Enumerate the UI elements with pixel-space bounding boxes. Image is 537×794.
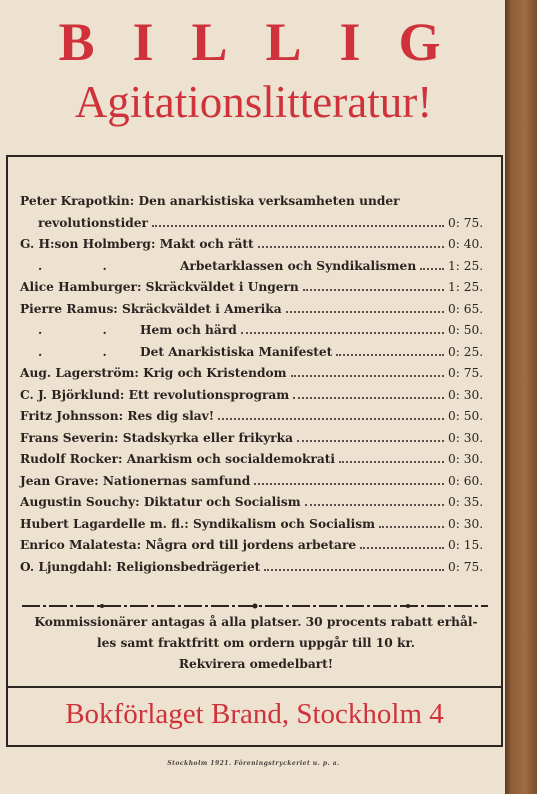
book-title: Jean Grave: Nationernas samfund bbox=[20, 473, 251, 488]
title-agitationslitteratur: Agitationslitteratur! bbox=[74, 77, 433, 127]
title-billig: BILLIG bbox=[58, 12, 479, 72]
book-title: Peter Krapotkin: Den anarkistiska verksamheten under bbox=[20, 194, 400, 208]
notice-line: les samt fraktfritt om ordern uppgår till 10 kr. bbox=[96, 636, 415, 650]
leader-dots bbox=[286, 302, 444, 313]
book-price: 0: 30. bbox=[448, 452, 484, 466]
leader-dots bbox=[420, 259, 444, 270]
notice-block bbox=[20, 612, 492, 675]
book-price: 1: 25. bbox=[448, 258, 484, 273]
list-item bbox=[20, 237, 490, 259]
book-price: 0: 40. bbox=[448, 237, 484, 251]
book-title: Frans Severin: Stadskyrka eller frikyrka bbox=[20, 430, 294, 445]
book-title: Enrico Malatesta: Några ord till jordens arbetare bbox=[20, 538, 357, 552]
book-title: Hem och härd bbox=[140, 323, 237, 337]
leader-dots bbox=[293, 388, 444, 399]
list-item bbox=[20, 366, 490, 388]
list-item bbox=[20, 280, 490, 302]
list-item bbox=[20, 216, 490, 238]
book-title: Det Anarkistiska Manifestet bbox=[140, 344, 333, 359]
book-list bbox=[20, 194, 490, 581]
book-title: revolutionstider bbox=[38, 215, 148, 230]
list-item bbox=[20, 345, 490, 367]
list-item bbox=[20, 517, 490, 539]
book-title: Arbetarklassen och Syndikalismen bbox=[180, 258, 417, 273]
publisher-name: Bokförlaget Brand, Stockholm 4 bbox=[65, 698, 444, 730]
list-item bbox=[20, 259, 490, 281]
book-title: G. H:son Holmberg: Makt och rätt bbox=[20, 237, 254, 251]
book-title: O. Ljungdahl: Religionsbedrägeriet bbox=[20, 559, 261, 574]
list-item bbox=[20, 452, 490, 474]
book-edge bbox=[505, 0, 537, 794]
book-price: 0: 30. bbox=[448, 430, 484, 445]
leader-dots bbox=[336, 345, 444, 356]
leader-dots bbox=[241, 323, 444, 334]
leader-dots bbox=[360, 538, 444, 549]
leader-dots bbox=[218, 409, 444, 420]
book-title: Rudolf Rocker: Anarkism och socialdemokrati bbox=[20, 452, 336, 466]
book-price: 0: 75. bbox=[448, 366, 484, 380]
list-item bbox=[20, 431, 490, 453]
list-item bbox=[20, 302, 490, 324]
ditto-marks: . . bbox=[38, 258, 135, 273]
book-title: Alice Hamburger: Skräckväldet i Ungern bbox=[20, 280, 299, 294]
book-price: 0: 30. bbox=[448, 516, 484, 531]
leader-dots bbox=[264, 560, 444, 571]
notice-line: Kommissionärer antagas å alla platser. 30 procents rabatt erhål- bbox=[34, 615, 478, 629]
book-price: 0: 75. bbox=[448, 559, 484, 574]
list-item bbox=[20, 560, 490, 582]
book-price: 0: 25. bbox=[448, 344, 484, 359]
book-title: Fritz Johnsson: Res dig slav! bbox=[20, 409, 215, 423]
leader-dots bbox=[297, 431, 444, 442]
leader-dots bbox=[254, 474, 444, 485]
ornamental-rule bbox=[22, 601, 488, 611]
book-price: 0: 50. bbox=[448, 409, 484, 423]
leader-dots bbox=[303, 280, 444, 291]
book-price: 0: 65. bbox=[448, 301, 484, 316]
leader-dots bbox=[339, 452, 444, 463]
divider bbox=[6, 686, 503, 688]
book-price: 0: 75. bbox=[448, 215, 484, 230]
list-item bbox=[20, 409, 490, 431]
book-title: Pierre Ramus: Skräckväldet i Amerika bbox=[20, 301, 282, 316]
book-price: 0: 60. bbox=[448, 473, 484, 488]
book-price: 0: 35. bbox=[448, 495, 484, 509]
list-item bbox=[20, 538, 490, 560]
printer-imprint: Stockholm 1921. Föreningstryckeriet u. p. a. bbox=[167, 760, 340, 767]
book-price: 0: 15. bbox=[448, 538, 484, 552]
book-price: 0: 50. bbox=[448, 323, 484, 337]
leader-dots bbox=[305, 495, 444, 506]
book-price: 1: 25. bbox=[448, 280, 484, 294]
leader-dots bbox=[291, 366, 444, 377]
ditto-marks: . . bbox=[38, 323, 135, 337]
book-title: Aug. Lagerström: Krig och Kristendom bbox=[20, 366, 287, 380]
list-item bbox=[20, 323, 490, 345]
book-price: 0: 30. bbox=[448, 387, 484, 402]
ditto-marks: . . bbox=[38, 344, 135, 359]
list-item bbox=[20, 388, 490, 410]
list-item bbox=[20, 194, 490, 216]
leader-dots bbox=[152, 216, 444, 227]
leader-dots bbox=[379, 517, 444, 528]
book-title: Hubert Lagardelle m. fl.: Syndikalism och Socialism bbox=[20, 516, 376, 531]
book-title: Augustin Souchy: Diktatur och Socialism bbox=[20, 495, 301, 509]
leader-dots bbox=[258, 237, 444, 248]
list-item bbox=[20, 474, 490, 496]
list-item bbox=[20, 495, 490, 517]
notice-line: Rekvirera omedelbart! bbox=[178, 657, 334, 671]
book-title: C. J. Björklund: Ett revolutionsprogram bbox=[20, 387, 290, 402]
